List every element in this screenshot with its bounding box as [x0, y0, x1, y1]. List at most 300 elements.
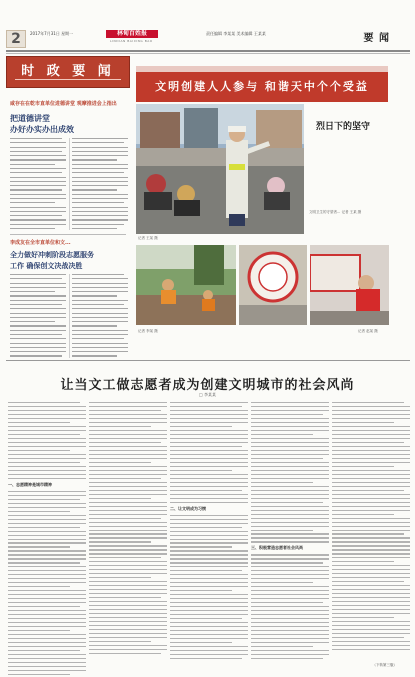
text-line	[251, 622, 329, 623]
text-line	[251, 506, 329, 507]
text-line	[72, 287, 128, 288]
text-line	[170, 658, 242, 659]
text-line	[72, 321, 128, 322]
text-line	[251, 650, 329, 651]
text-line	[251, 466, 329, 467]
text-line	[8, 438, 86, 439]
text-line	[170, 618, 242, 619]
text-line	[8, 410, 86, 411]
text-line	[170, 474, 248, 475]
text-line	[8, 422, 70, 423]
text-line	[332, 545, 410, 546]
text-line	[170, 527, 242, 528]
column-separator	[69, 138, 70, 230]
text-line	[170, 438, 248, 439]
text-line	[10, 164, 55, 165]
text-line	[10, 207, 66, 208]
text-line	[332, 450, 410, 451]
editor-info: 责任编辑 李某某 美术编辑 王某某	[206, 31, 266, 36]
text-line	[89, 569, 167, 570]
text-line	[8, 511, 70, 512]
header-rule-thin	[6, 53, 410, 54]
text-line	[332, 541, 410, 542]
text-line	[8, 519, 86, 520]
text-line	[170, 531, 248, 532]
text-line	[170, 523, 248, 524]
text-line	[170, 578, 248, 579]
text-line	[170, 646, 248, 647]
text-line	[89, 446, 167, 447]
text-line	[89, 585, 167, 586]
photo-street-mural	[239, 245, 307, 325]
text-line	[72, 177, 128, 178]
text-line	[251, 426, 329, 427]
text-line	[251, 490, 329, 491]
text-line	[10, 224, 66, 225]
text-line	[8, 442, 86, 443]
text-line	[8, 610, 86, 611]
text-line	[89, 526, 167, 527]
text-line	[170, 478, 248, 479]
text-line	[10, 159, 66, 160]
text-line	[8, 570, 86, 571]
text-line	[72, 224, 124, 225]
text-line	[8, 450, 70, 451]
text-line	[8, 586, 70, 587]
text-line	[89, 506, 167, 507]
text-line	[72, 219, 128, 220]
text-line	[10, 168, 66, 169]
text-line	[8, 594, 86, 595]
column-separator	[69, 274, 70, 358]
text-line	[8, 454, 86, 455]
text-line	[10, 321, 55, 322]
text-line	[72, 164, 128, 165]
text-line	[170, 490, 242, 491]
text-line	[332, 418, 410, 419]
text-line	[251, 618, 329, 619]
box-divider	[15, 79, 121, 80]
text-line	[89, 486, 167, 487]
text-line	[8, 515, 86, 516]
text-line	[72, 138, 128, 139]
text-line	[89, 549, 167, 550]
text-line	[89, 581, 167, 582]
story2-body-col2	[72, 274, 128, 360]
text-line	[251, 594, 329, 595]
text-line	[10, 202, 55, 203]
text-line	[170, 442, 248, 443]
text-line	[332, 426, 410, 427]
text-line	[251, 537, 329, 538]
text-line	[89, 414, 167, 415]
text-line	[72, 151, 128, 152]
text-line	[72, 330, 128, 331]
text-line	[89, 462, 151, 463]
text-line	[8, 426, 86, 427]
text-line	[251, 514, 329, 515]
text-line	[10, 325, 66, 326]
text-line	[332, 458, 410, 459]
text-line	[251, 518, 329, 519]
photo2-caption: 记者 李某 摄	[138, 329, 158, 333]
text-line	[170, 535, 248, 536]
text-line	[89, 502, 167, 503]
text-line	[8, 626, 86, 627]
text-line	[251, 450, 329, 451]
text-line	[170, 434, 248, 435]
text-line	[89, 450, 167, 451]
text-line	[8, 666, 86, 667]
section-name: 要 闻	[363, 33, 390, 44]
text-line	[72, 295, 117, 296]
text-line	[89, 573, 167, 574]
text-line	[251, 598, 329, 599]
text-line	[8, 566, 86, 567]
text-line	[89, 406, 167, 407]
text-line	[332, 462, 410, 463]
article-rule	[6, 360, 410, 361]
text-line	[8, 527, 80, 528]
continued-note: （下转第三版）	[372, 663, 397, 667]
text-line	[8, 434, 80, 435]
text-line	[8, 523, 86, 524]
header-rule	[6, 50, 410, 52]
text-line	[170, 610, 248, 611]
text-line	[332, 490, 404, 491]
text-line	[72, 308, 128, 309]
text-line	[332, 482, 410, 483]
text-line	[8, 582, 86, 583]
text-line	[89, 537, 167, 538]
text-line	[332, 625, 410, 626]
text-line	[10, 194, 66, 195]
text-line	[89, 617, 167, 618]
text-line	[8, 574, 86, 575]
story1-body-col2	[72, 138, 128, 232]
text-line	[332, 557, 410, 558]
text-line	[89, 649, 167, 650]
story-separator	[10, 234, 126, 235]
text-line	[10, 278, 62, 279]
text-line	[170, 582, 248, 583]
text-line	[10, 147, 66, 148]
text-line	[89, 442, 161, 443]
text-line	[89, 490, 167, 491]
text-line	[72, 338, 124, 339]
text-line	[89, 498, 151, 499]
text-line	[10, 151, 62, 152]
photo1-caption: 文明卫生的守望者... 记者 王某 摄	[309, 210, 362, 214]
text-line	[72, 142, 124, 143]
text-line	[332, 633, 410, 634]
text-line	[332, 553, 410, 554]
text-line	[332, 434, 410, 435]
text-line	[332, 494, 410, 495]
text-line	[251, 458, 323, 459]
text-line	[8, 539, 86, 540]
text-line	[72, 274, 124, 275]
text-line	[251, 442, 329, 443]
text-line	[10, 343, 66, 344]
text-line	[72, 194, 128, 195]
text-line	[89, 577, 151, 578]
text-line	[170, 539, 248, 540]
text-line	[8, 542, 86, 543]
text-line	[332, 506, 410, 507]
text-line	[170, 650, 248, 651]
text-line	[170, 446, 242, 447]
civilization-banner	[136, 72, 388, 102]
text-line	[10, 142, 66, 143]
text-line	[170, 550, 248, 551]
text-line	[10, 219, 66, 220]
text-line	[8, 634, 86, 635]
story2-kicker: 李成友在全市直单位和文...	[10, 240, 71, 246]
text-line	[332, 573, 410, 574]
text-line	[332, 533, 404, 534]
text-line	[72, 211, 128, 212]
text-line	[89, 641, 151, 642]
text-line	[89, 466, 167, 467]
text-line	[10, 334, 62, 335]
text-line	[72, 198, 128, 199]
text-line	[89, 426, 151, 427]
text-line	[170, 470, 232, 471]
text-line	[170, 638, 248, 639]
politics-news-title: 时 政 要 闻	[21, 64, 115, 79]
text-line	[170, 570, 242, 571]
paper-logo: 林甸百姓报	[106, 30, 158, 38]
article-section-c: 三、积极营造志愿者社会风尚	[251, 545, 303, 551]
text-line	[251, 498, 329, 499]
text-line	[10, 155, 66, 156]
text-line	[251, 634, 329, 635]
text-line	[170, 494, 248, 495]
text-line	[72, 334, 128, 335]
story1-body-col1	[10, 138, 66, 232]
text-line	[8, 495, 86, 496]
text-line	[8, 507, 86, 508]
text-line	[251, 638, 329, 639]
page-number: 2	[6, 30, 26, 48]
story2-headline-1: 全力做好冲刺阶段志愿服务	[10, 251, 94, 259]
text-line	[251, 422, 329, 423]
text-line	[8, 650, 80, 651]
text-line	[251, 562, 323, 563]
text-line	[89, 601, 167, 602]
article-col-3	[170, 402, 248, 662]
text-line	[10, 347, 66, 348]
text-line	[10, 287, 66, 288]
article-col-5	[332, 402, 410, 653]
text-line	[72, 347, 128, 348]
text-line	[332, 470, 410, 471]
text-line	[170, 562, 248, 563]
text-line	[170, 558, 248, 559]
text-line	[170, 642, 232, 643]
text-line	[89, 402, 167, 403]
text-line	[8, 535, 86, 536]
story2-body-col1	[10, 274, 66, 360]
text-line	[332, 442, 404, 443]
text-line	[10, 177, 66, 178]
text-line	[170, 466, 248, 467]
text-line	[332, 518, 410, 519]
text-line	[10, 198, 66, 199]
text-line	[332, 522, 410, 523]
text-line	[251, 654, 329, 655]
text-line	[332, 430, 410, 431]
text-line	[10, 355, 62, 356]
text-line	[170, 542, 248, 543]
text-line	[251, 478, 329, 479]
article-col-4	[251, 402, 329, 662]
text-line	[251, 462, 329, 463]
text-line	[8, 466, 86, 467]
text-line	[332, 478, 410, 479]
story1-kicker: 咸存在在乾市直单位进德讲堂 观摩推进会上指出	[10, 101, 117, 107]
text-line	[10, 138, 62, 139]
text-line	[251, 502, 323, 503]
text-line	[8, 402, 80, 403]
text-line	[8, 614, 86, 615]
text-line	[72, 304, 124, 305]
photo1-title: 烈日下的坚守	[316, 122, 371, 132]
text-line	[332, 474, 410, 475]
text-line	[72, 355, 117, 356]
text-line	[251, 574, 329, 575]
text-line	[170, 418, 248, 419]
text-line	[170, 498, 248, 499]
text-line	[8, 550, 86, 551]
text-line	[10, 211, 66, 212]
text-line	[332, 605, 410, 606]
text-line	[332, 514, 394, 515]
text-line	[251, 414, 323, 415]
text-line	[8, 558, 86, 559]
text-line	[10, 300, 66, 301]
text-line	[10, 317, 66, 318]
text-line	[332, 422, 394, 423]
text-line	[251, 406, 329, 407]
text-line	[332, 577, 410, 578]
text-line	[89, 593, 167, 594]
text-line	[89, 533, 167, 534]
photo4-credit: 记者 赵某 摄	[358, 329, 378, 333]
text-line	[10, 181, 66, 182]
text-line	[332, 629, 410, 630]
text-line	[72, 300, 128, 301]
text-line	[170, 554, 248, 555]
text-line	[170, 406, 242, 407]
text-line	[251, 470, 329, 471]
text-line	[170, 458, 248, 459]
text-line	[89, 422, 167, 423]
text-line	[8, 499, 80, 500]
text-line	[251, 486, 329, 487]
text-line	[8, 458, 86, 459]
text-line	[332, 601, 410, 602]
text-line	[332, 617, 394, 618]
text-line	[89, 605, 167, 606]
text-line	[89, 561, 167, 562]
article-section-b: 二、让文明成为习惯	[170, 505, 206, 511]
text-line	[8, 642, 86, 643]
text-line	[8, 638, 86, 639]
text-line	[251, 582, 313, 583]
text-line	[170, 519, 248, 520]
article-col-2	[89, 402, 167, 657]
text-line	[332, 613, 410, 614]
text-line	[10, 351, 66, 352]
text-line	[10, 338, 66, 339]
text-line	[10, 304, 62, 305]
text-line	[170, 486, 248, 487]
text-line	[251, 614, 329, 615]
text-line	[89, 541, 151, 542]
story1-headline-1: 把道德讲堂	[10, 114, 50, 123]
text-line	[251, 418, 329, 419]
text-line	[89, 553, 167, 554]
article-col-1	[8, 402, 86, 677]
text-line	[89, 510, 167, 511]
text-line	[332, 549, 410, 550]
text-line	[251, 533, 329, 534]
photo-volunteer-painting	[310, 245, 389, 325]
text-line	[10, 283, 66, 284]
text-line	[89, 522, 167, 523]
text-line	[332, 446, 410, 447]
text-line	[89, 557, 161, 558]
text-line	[8, 602, 86, 603]
text-line	[170, 515, 248, 516]
text-line	[170, 566, 248, 567]
text-line	[10, 274, 66, 275]
text-line	[8, 474, 86, 475]
text-line	[8, 470, 86, 471]
text-line	[89, 514, 167, 515]
text-line	[251, 558, 329, 559]
text-line	[8, 503, 86, 504]
text-line	[251, 570, 329, 571]
text-line	[72, 202, 124, 203]
text-line	[332, 438, 410, 439]
text-line	[332, 569, 410, 570]
text-line	[170, 614, 248, 615]
text-line	[89, 454, 167, 455]
text-line	[89, 434, 167, 435]
text-line	[251, 402, 329, 403]
paper-logo-subtitle: LINDIAN BAIXING BAO	[110, 39, 153, 43]
text-line	[8, 598, 86, 599]
story1-headline-2: 办好办实办出成效	[10, 125, 74, 134]
text-line	[8, 654, 86, 655]
text-line	[89, 545, 167, 546]
text-line	[332, 637, 404, 638]
text-line	[8, 418, 86, 419]
text-line	[251, 658, 323, 659]
text-line	[251, 522, 329, 523]
text-line	[72, 147, 128, 148]
text-line	[72, 168, 128, 169]
text-line	[10, 295, 66, 296]
text-line	[8, 414, 86, 415]
text-line	[8, 491, 86, 492]
text-line	[332, 597, 410, 598]
text-line	[332, 537, 410, 538]
text-line	[72, 159, 117, 160]
